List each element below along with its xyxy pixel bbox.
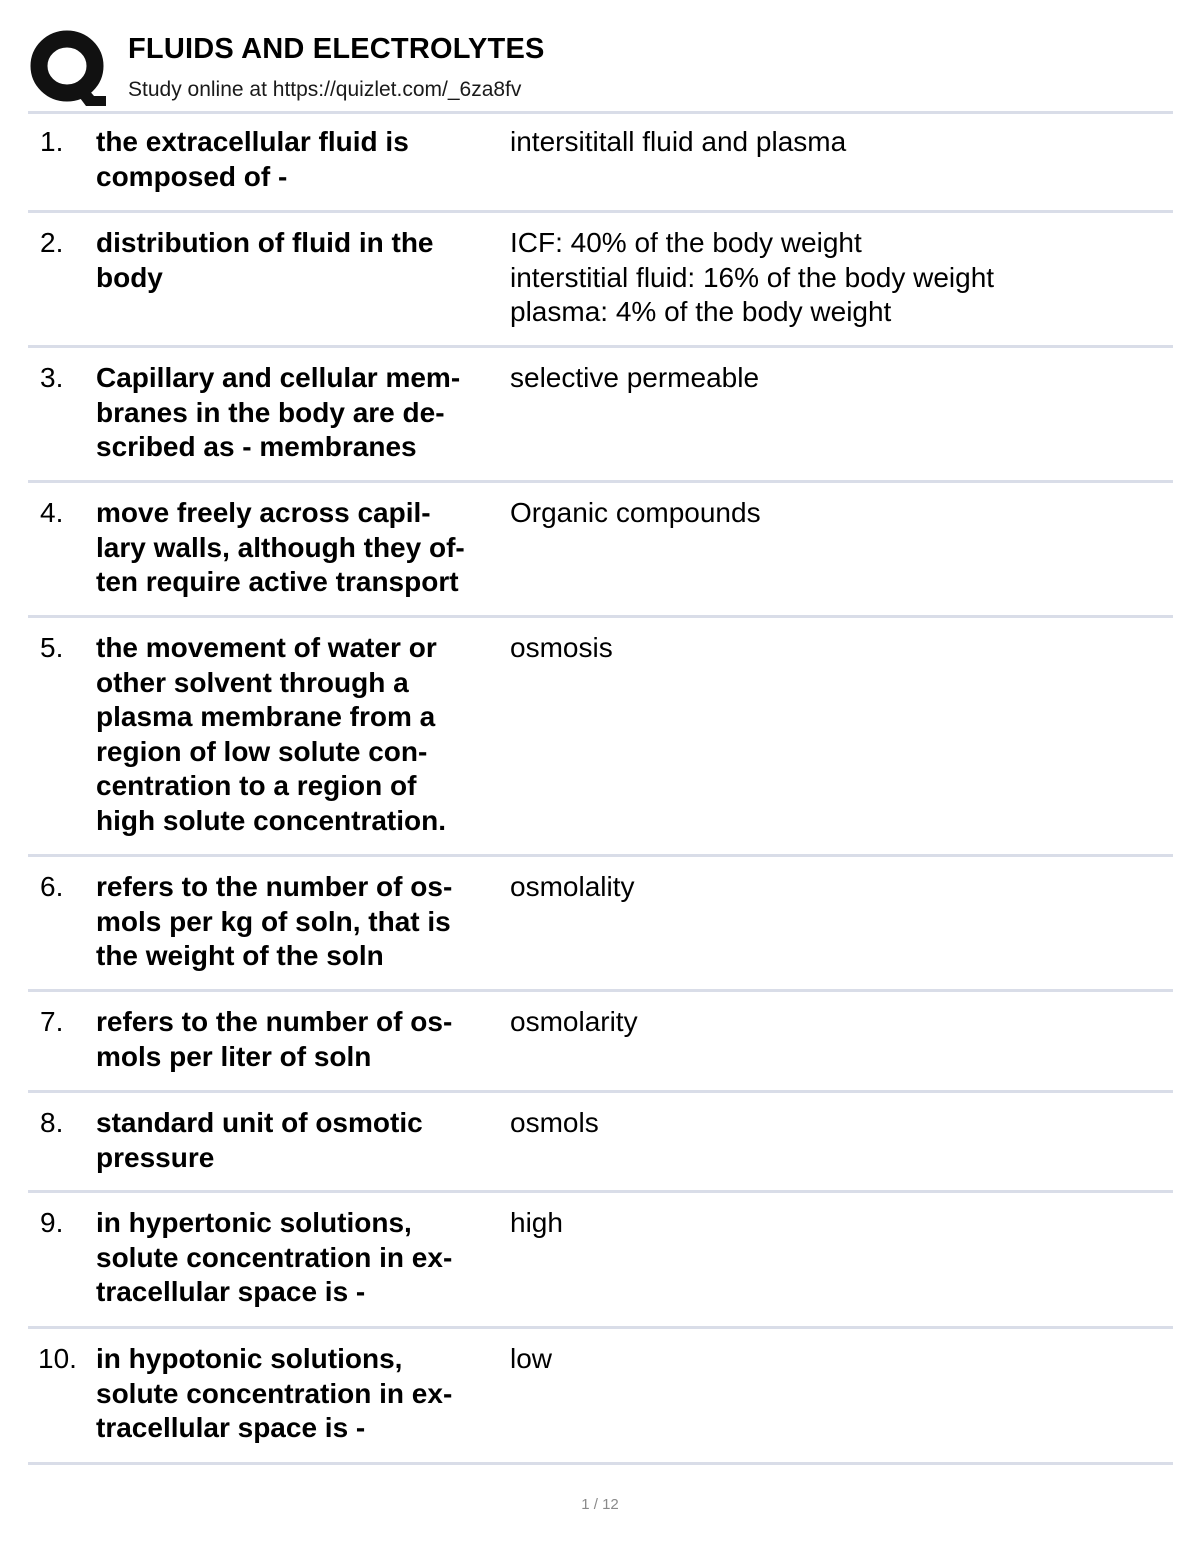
card-term: move freely across capil- lary walls, although they of- ten require active transport	[96, 497, 465, 597]
card-term: standard unit of osmotic pressure	[96, 1107, 423, 1173]
card-number: 7.	[40, 1006, 64, 1037]
flashcard-row	[28, 992, 1173, 1093]
flashcard-row	[28, 483, 1173, 618]
card-definition: low	[510, 1343, 553, 1374]
card-definition: osmolality	[510, 871, 635, 902]
card-term: the movement of water or other solvent through a plasma membrane from a region of low solute con- centration to a region of high solute concentration.	[96, 632, 447, 836]
card-number: 9.	[40, 1207, 64, 1238]
flashcard-row	[28, 1193, 1173, 1329]
flashcard-row	[28, 618, 1173, 857]
flashcard-row	[28, 1093, 1173, 1193]
card-number: 8.	[40, 1107, 64, 1138]
card-term: the extracellular fluid is composed of -	[96, 126, 409, 192]
card-term: Capillary and cellular mem- branes in the body are de- scribed as - membranes	[96, 362, 461, 462]
card-term: refers to the number of os- mols per kg of soln, that is the weight of the soln	[96, 871, 453, 971]
flashcard-row	[28, 348, 1173, 483]
card-term: distribution of fluid in the body	[96, 227, 434, 293]
flashcard-list	[28, 112, 1173, 1465]
flashcard-row	[28, 857, 1173, 992]
card-term: refers to the number of os- mols per liter of soln	[96, 1006, 453, 1072]
card-number: 4.	[40, 497, 64, 528]
card-definition: high	[510, 1207, 563, 1238]
card-number: 6.	[40, 871, 64, 902]
page-number: 1 / 12	[581, 1496, 619, 1513]
card-definition: osmolarity	[510, 1006, 638, 1037]
card-definition: osmols	[510, 1107, 599, 1138]
card-number: 10.	[38, 1343, 77, 1374]
card-number: 3.	[40, 362, 64, 393]
document-title: FLUIDS AND ELECTROLYTES	[128, 33, 545, 65]
page-header	[30, 30, 1172, 110]
card-number: 2.	[40, 227, 64, 258]
card-term: in hypertonic solutions, solute concentration in ex- tracellular space is -	[96, 1207, 453, 1307]
quizlet-q-logo-icon	[30, 30, 108, 106]
flashcard-row	[28, 213, 1173, 348]
flashcard-row	[28, 1329, 1173, 1465]
card-definition: ICF: 40% of the body weight interstitial fluid: 16% of the body weight plasma: 4% of the body weight	[510, 227, 995, 327]
card-number: 1.	[40, 126, 64, 157]
card-definition: osmosis	[510, 632, 613, 663]
card-number: 5.	[40, 632, 64, 663]
flashcard-row	[28, 112, 1173, 213]
card-definition: Organic compounds	[510, 497, 761, 528]
study-online-link-text: Study online at https://quizlet.com/_6za8fv	[128, 78, 522, 101]
card-term: in hypotonic solutions, solute concentration in ex- tracellular space is -	[96, 1343, 453, 1443]
card-definition: intersititall fluid and plasma	[510, 126, 847, 157]
card-definition: selective permeable	[510, 362, 760, 393]
